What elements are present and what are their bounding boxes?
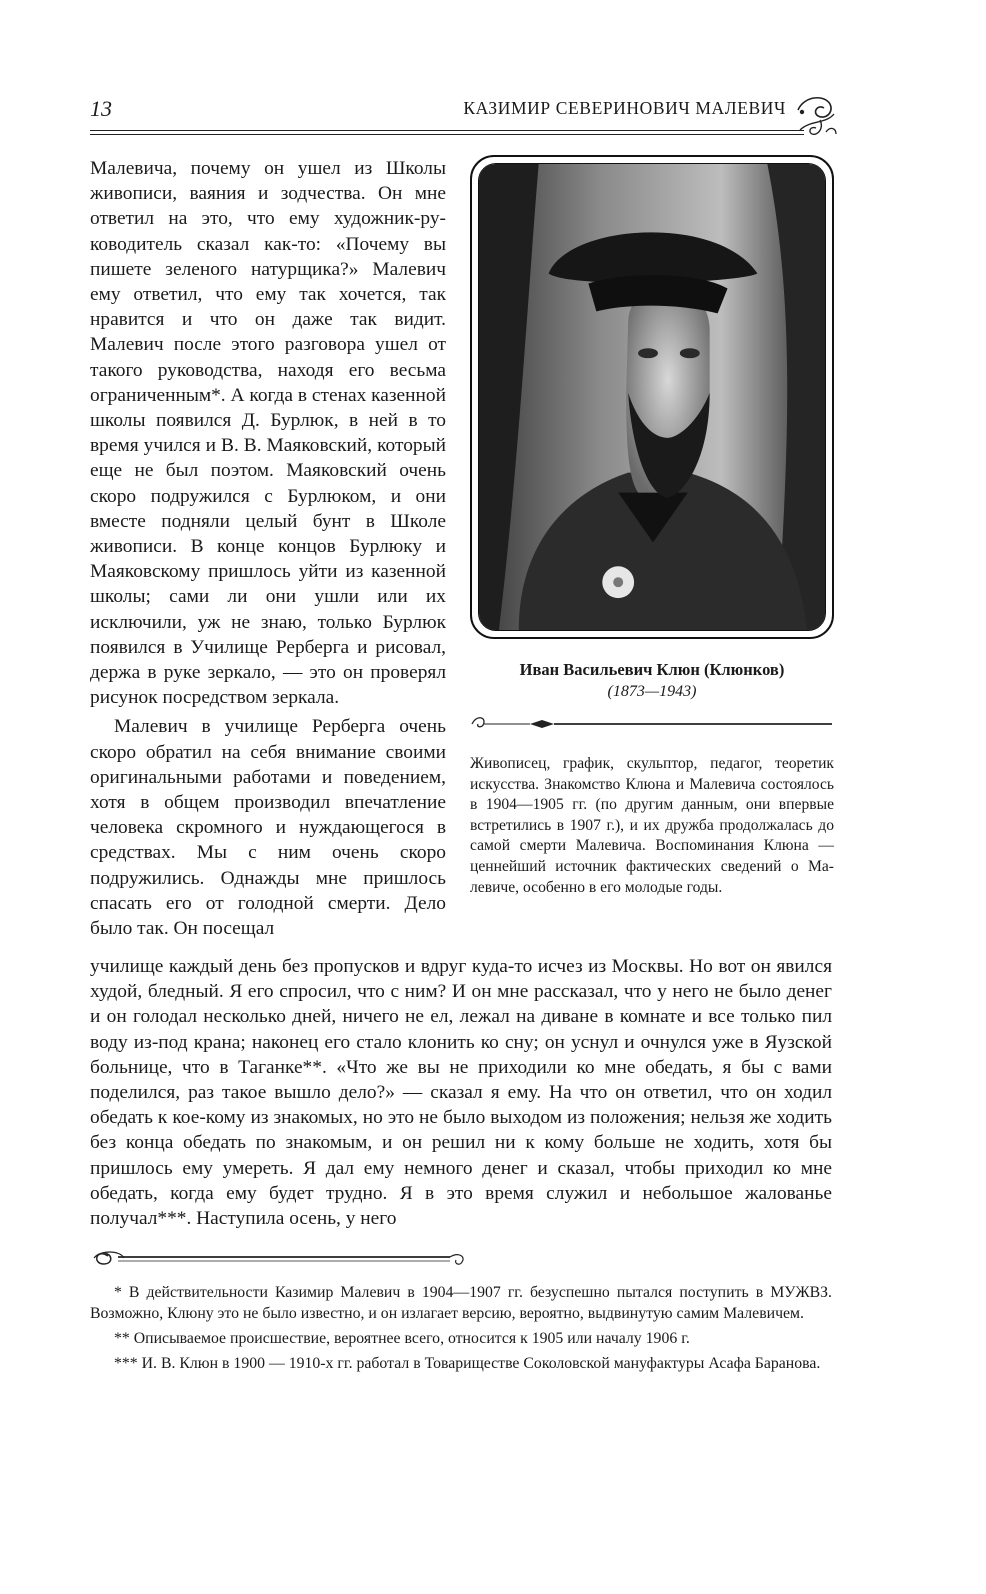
running-title: КАЗИМИР СЕВЕРИНОВИЧ МАЛЕВИЧ [463,98,786,118]
paragraph-1: Малевича, почему он ушел из Школы живописи, ваяния и зодчества. Он мне ответил на это, что ему художник-руководитель сказал как-то: «Почему вы пишете зеленого натурщика?» Малевич ему ответил, что ему так хочется, так нравится и что он даже так видит. Малевич после этого разговора ушел от такого руководства, находя его весьма ограниченным*. А когда в стенах казенной школы появился Д. Бурлюк, в ней в то время учился и В. В. Маяковский, который еще не был поэтом. Маяковский очень скоро подружился с Бурлюком, и они вместе подняли целый бунт в Школе живописи. В конце концов Бурлюку и Маяковскому пришлось уйти из казенной школы; сами ли они ушли или их исключили, уж не знаю, только Бурлюк появился в Училище Рерберга и рисовал, держа в руке зеркало, — это он проверял рисунок посредством зеркала. [90,158,446,709]
portrait-image [478,163,826,631]
page-header [90,96,838,136]
divider-ornament-icon [470,712,834,736]
footnote-3: *** И. В. Клюн в 1900 — 1910-х гг. работал в Товариществе Соколовской мануфактуры Асафа Баранова. [114,1355,821,1372]
paragraph-2-continuation: училище каждый день без пропусков и вдруг куда-то исчез из Москвы. Но вот он явился худой, бледный. Я его спросил, что с ним? И он мне рассказал, что у него не было денег и он голодал несколько дней, ничего не ел, лежал на диване в комнате и все только пил воду из-под крана; наконец его стало клонить ко сну; он уснул и очнулся уже в Яузской больнице, что в Таганке**. «Что же вы не приходили ко мне обедать, я бы с вами поделился, раз такое вышло дело?» — сказал я ему. На что он ответил, что он ходил обедать к кое-кому из знакомых, но это не было выходом из положения; нельзя же ходить без конца обедать по знакомым, и он решил ни к кому больше не ходить, хотя бы пришлось ему умереть. Я дал ему немного денег и сказал, чтобы приходил ко мне обедать, когда ему будет трудно. Я в это время служил и небольшое жалованье получал***. Наступила осень, у него [90,956,832,1230]
footnote-divider-icon [90,1244,470,1270]
header-rule-thin [90,134,804,135]
ornament-icon [790,90,842,142]
footnote-2: ** Описываемое происшествие, вероятнее всего, относится к 1905 или началу 1906 г. [114,1330,690,1347]
portrait-illustration [479,164,825,630]
main-continuation-text [90,954,832,1231]
footnotes [90,1282,832,1378]
page-number: 13 [90,96,112,121]
left-column-text [90,156,446,941]
caption-years: (1873—1943) [607,683,697,700]
paragraph-2: Малевич в училище Рерберга очень скоро обратил на себя внимание своими оригинальными работами и поведением, хотя в общем производил впечатление человека скромного и нуждающегося в средствах. Мы с ним очень скоро подружились. Однажды мне пришлось спасать его от голодной смерти. Дело было так. Он посещал [90,716,446,940]
bio-text: Живописец, график, скульптор, педагог, теоретик искусства. Знакомство Клюна и Малевича состоялось в 1904—1905 гг. (по другим данным, они впервые встретились в 1907 г.), и их дружба продолжалась до самой смерти Малевича. Воспоминания Клюна — ценнейший источник фактических сведений о Малевиче, особенно в его молодые годы. [470,755,834,896]
caption-name: Иван Васильевич Клюн (Клюнков) [519,660,785,679]
portrait-frame [470,155,834,639]
footnote-1: * В действительности Казимир Малевич в 1904—1907 гг. безуспешно пытался поступить в МУЖВЗ. Возможно, Клюну это не было известно, и он излагает версию, вероятно, выдвинутую самим Малевичем. [90,1284,832,1322]
header-rule [90,130,804,131]
